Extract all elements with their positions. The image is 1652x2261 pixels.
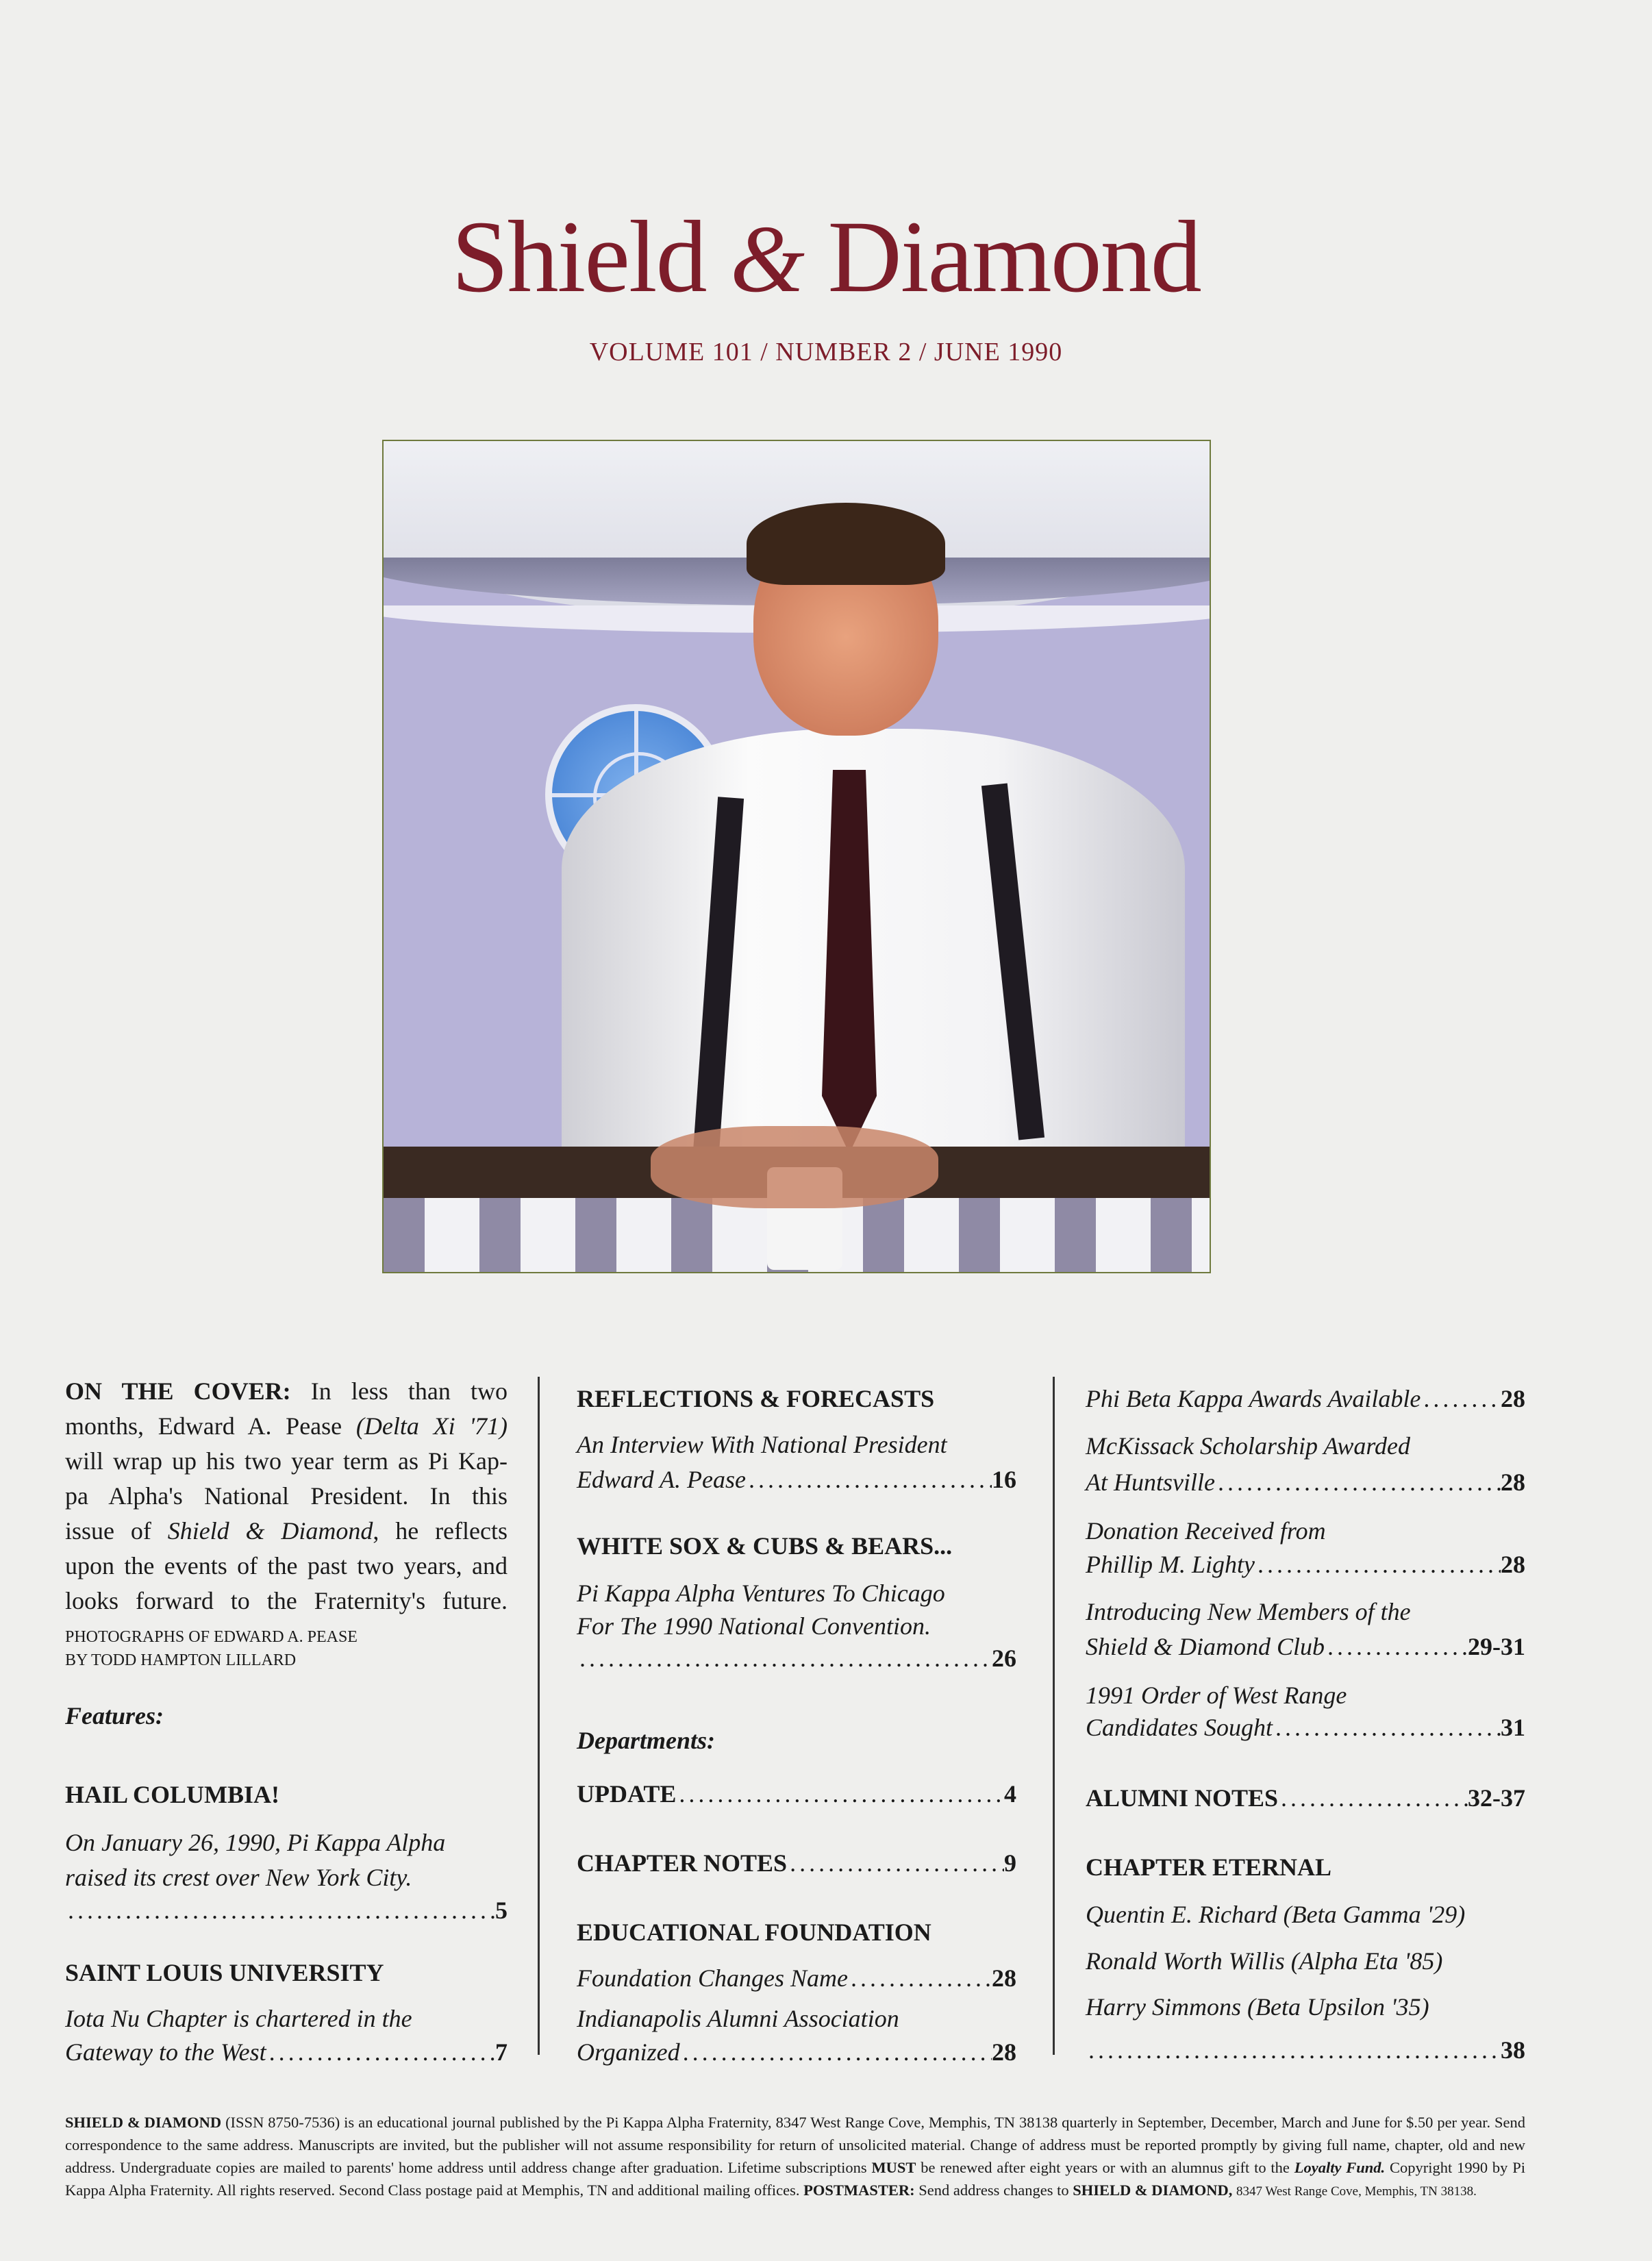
title-diamond: Diamond <box>827 200 1201 314</box>
page-number: 16 <box>992 1466 1016 1493</box>
whitesox-title: WHITE SOX & CUBS & BEARS... <box>577 1532 953 1560</box>
page-number: 38 <box>1501 2036 1525 2064</box>
phi-beta-kappa-entry: Phi Beta Kappa Awards Available ..... 28 <box>1086 1381 1525 1416</box>
hail-columbia-desc-2: raised its crest over New York City. <box>65 1864 412 1891</box>
page-number: 29-31 <box>1468 1633 1525 1660</box>
west-range-entry-1: 1991 Order of West Range <box>1086 1682 1347 1709</box>
chapter-eternal-name: Quentin E. Richard (Beta Gamma '29) <box>1086 1901 1466 1928</box>
cover-label: ON THE COVER: <box>65 1377 291 1405</box>
indianapolis-entry-1: Indianapolis Alumni Association <box>577 2005 899 2032</box>
mckissack-entry-1: McKissack Scholarship Awarded <box>1086 1432 1410 1460</box>
slu-desc-1: Iota Nu Chapter is chartered in the <box>65 2005 412 2032</box>
magazine-title <box>0 199 1652 318</box>
volume-issue-line: VOLUME 101 / NUMBER 2 / JUNE 1990 <box>589 338 1063 366</box>
cover-line-7: looks forward to the Fraternity's future. <box>65 1587 508 1614</box>
page-number: 28 <box>992 2038 1016 2066</box>
photo-credit-1: PHOTOGRAPHS OF EDWARD A. PEASE <box>65 1628 358 1646</box>
chapter-eternal-leader <box>1086 2032 1525 2068</box>
reflections-desc-1: An Interview With National President <box>577 1431 947 1458</box>
title-shield: Shield <box>451 200 706 314</box>
cover-line-6: upon the events of the past two years, and <box>65 1552 508 1579</box>
whitesox-leader <box>577 1640 1016 1676</box>
mckissack-entry-2: At Huntsville ..... 28 <box>1086 1464 1525 1500</box>
chapter-notes-entry: CHAPTER NOTES ..... 9 <box>577 1845 1016 1881</box>
features-heading: Features: <box>65 1702 164 1729</box>
column-divider <box>1053 1377 1055 2055</box>
page-number: 5 <box>495 1897 508 1924</box>
cover-line-1: ON THE COVER: In less than two <box>65 1377 508 1405</box>
column-divider <box>538 1377 540 2055</box>
chapter-eternal-name: Ronald Worth Willis (Alpha Eta '85) <box>1086 1947 1443 1975</box>
page-number: 26 <box>992 1645 1016 1672</box>
cover-line-5: issue of Shield & Diamond, he reflects <box>65 1517 508 1545</box>
cover-photo <box>382 440 1211 1273</box>
new-members-entry-1: Introducing New Members of the <box>1086 1598 1411 1625</box>
whitesox-desc-1: Pi Kappa Alpha Ventures To Chicago <box>577 1579 945 1607</box>
reflections-title: REFLECTIONS & FORECASTS <box>577 1385 935 1412</box>
update-entry: UPDATE ..... 4 <box>577 1776 1016 1812</box>
departments-heading: Departments: <box>577 1727 715 1754</box>
cover-line-3: will wrap up his two year term as Pi Kap- <box>65 1447 508 1475</box>
page-number: 9 <box>1004 1849 1016 1877</box>
person-hair <box>747 503 945 585</box>
slu-title: SAINT LOUIS UNIVERSITY <box>65 1959 384 1986</box>
foundation-name-entry: Foundation Changes Name ..... 28 <box>577 1960 1016 1996</box>
donation-entry-1: Donation Received from <box>1086 1517 1326 1545</box>
page-number: 32-37 <box>1468 1784 1525 1812</box>
new-members-entry-2: Shield & Diamond Club ..... 29-31 <box>1086 1629 1525 1664</box>
page-number: 31 <box>1501 1714 1525 1741</box>
person-hands <box>651 1126 938 1208</box>
photo-credit-2: BY TODD HAMPTON LILLARD <box>65 1651 297 1669</box>
chapter-eternal-name: Harry Simmons (Beta Upsilon '35) <box>1086 1993 1429 2021</box>
title-ampersand: & <box>730 206 803 312</box>
indianapolis-entry-2: Organized ..... 28 <box>577 2034 1016 2070</box>
cover-line-4: pa Alpha's National President. In this <box>65 1482 508 1510</box>
hail-columbia-leader <box>65 1893 508 1928</box>
educational-foundation-title: EDUCATIONAL FOUNDATION <box>577 1919 931 1946</box>
whitesox-desc-2: For The 1990 National Convention. <box>577 1612 931 1640</box>
page-number: 28 <box>1501 1551 1525 1578</box>
alumni-notes-entry: ALUMNI NOTES ..... 32-37 <box>1086 1780 1525 1816</box>
donation-entry-2: Phillip M. Lighty ..... 28 <box>1086 1547 1525 1582</box>
hail-columbia-desc-1: On January 26, 1990, Pi Kappa Alpha <box>65 1829 446 1856</box>
reflections-desc-2: Edward A. Pease ..... 16 <box>577 1462 1016 1497</box>
chapter-eternal-title: CHAPTER ETERNAL <box>1086 1853 1332 1881</box>
west-range-entry-2: Candidates Sought ..... 31 <box>1086 1710 1525 1745</box>
publication-statement: SHIELD & DIAMOND (ISSN 8750-7536) is an educational journal published by the Pi Kappa Alpha Fraternity, 8347 West Range Cove, Memphis, TN 38138 quarterly in September, December, March and June for $.50 per year. Send correspondence to the same address. Manuscripts are invited, but the publisher will not assume responsibility for return of unsolicited material. Change of address must be reported promptly by giving full name, chapter, old and new address. Undergraduate copies are mailed to parents' home address until address change after graduation. Lifetime subscriptions MUST be renewed after eight years or with an alumnus gift to the Loyalty Fund. Copyright 1990 by Pi Kappa Alpha Fraternity. All rights reserved. Second Class postage paid at Memphis, TN and additional mailing offices. POSTMASTER: Send address changes to SHIELD & DIAMOND, 8347 West Range Cove, Memphis, TN 38138. <box>65 2114 1526 2199</box>
cover-line-2: months, Edward A. Pease (Delta Xi '71) <box>65 1412 508 1440</box>
slu-desc-2: Gateway to the West ..... 7 <box>65 2034 508 2070</box>
page-number: 28 <box>1501 1385 1525 1412</box>
hail-columbia-title: HAIL COLUMBIA! <box>65 1781 280 1808</box>
page-number: 28 <box>992 1964 1016 1992</box>
page-number: 7 <box>495 2038 508 2066</box>
page-number: 4 <box>1004 1780 1016 1808</box>
page-number: 28 <box>1501 1469 1525 1496</box>
